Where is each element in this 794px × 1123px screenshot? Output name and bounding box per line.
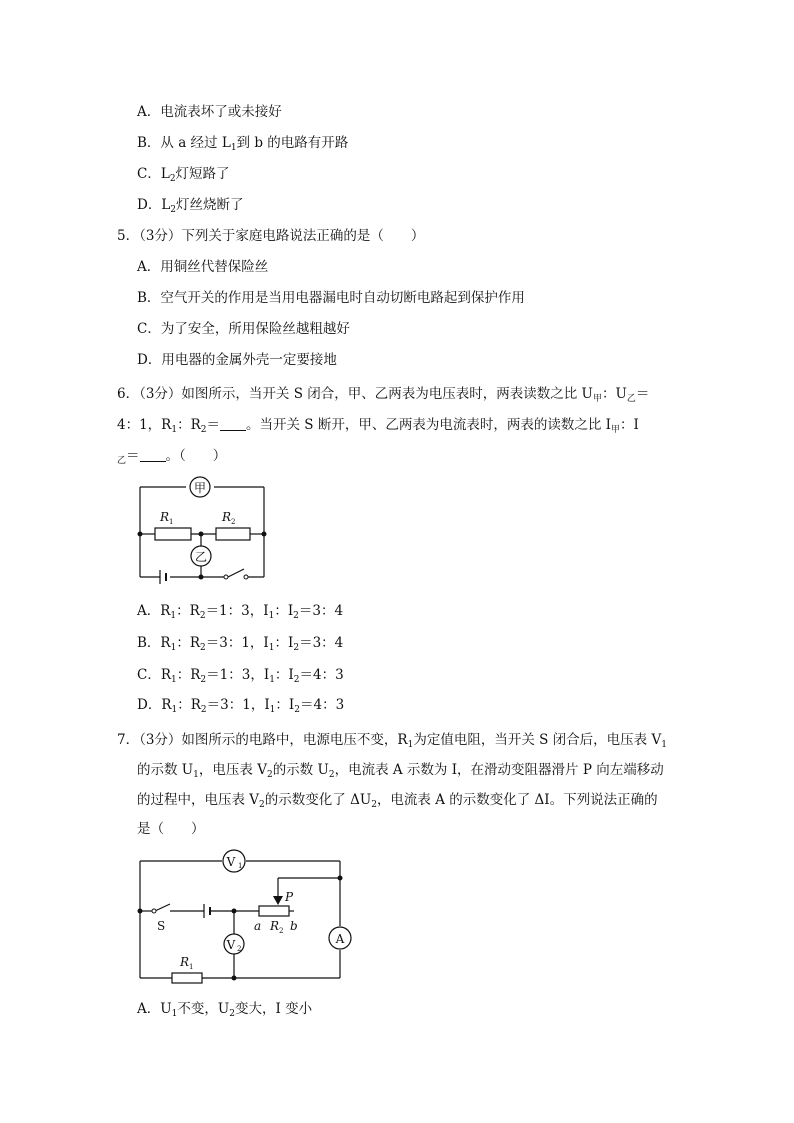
r1-label: R <box>180 955 190 969</box>
r1-subscript: 1 <box>169 518 174 526</box>
v2-label: V <box>226 938 236 952</box>
q5-stem: 5．（3分）下列关于家庭电路说法正确的是（ ） <box>117 228 425 244</box>
q7-stem-line3: 的过程中，电压表 $V_2$的示数变化了 $\Delta U_2$，电流表 A 的示数变化了 ΔI。下列说法正确的 <box>137 792 658 810</box>
q7-stem-line4: 是（ ） <box>137 821 205 837</box>
answer-blank <box>220 418 246 431</box>
r1-subscript: 1 <box>189 963 194 971</box>
q6-circuit-diagram <box>130 472 280 592</box>
r2-subscript: 2 <box>279 927 284 935</box>
answer-blank <box>140 449 166 462</box>
meter-yi-label: 乙 <box>194 550 208 564</box>
q4-option-b: B．从 a 经过 $L_1$到 b 的电路有开路 <box>137 135 349 153</box>
q6-stem-line2: 4：1，$R_1$：$R_2=$ 。当开关 S 断开，甲、乙两表为电流表时，两表的读数之比 $I_甲$：I <box>117 417 639 435</box>
q6-stem-line3: $_乙$＝ 。（ ） <box>117 448 227 466</box>
q7-stem-line1: 7．（3分）如图所示的电路中，电源电压不变，$R_1$为定值电阻，当开关 S 闭合后，电压表 $V_1$ <box>117 732 667 750</box>
q6-option-b: B．$R_1$：$R_2=3$：1，$I_1$：$I_2=3$：4 <box>137 635 344 653</box>
v1-subscript: 1 <box>238 862 243 870</box>
q4-option-c: C．$L_2$灯短路了 <box>137 166 230 184</box>
r1-label: R <box>160 510 170 524</box>
q5-option-b: B．空气开关的作用是当用电器漏电时自动切断电路起到保护作用 <box>137 290 525 306</box>
switch-label: S <box>157 919 166 933</box>
q7-circuit-diagram <box>130 848 360 984</box>
q4-option-a: A．电流表坏了或未接好 <box>137 104 282 120</box>
q5-option-c: C．为了安全，所用保险丝越粗越好 <box>137 321 350 337</box>
q6-option-a: A．$R_1$：$R_2=1$：3，$I_1$：$I_2=3$：4 <box>137 603 344 621</box>
terminal-b-label: b <box>290 919 298 933</box>
q7-stem-line2: 的示数 $U_1$，电压表 $V_2$的示数 $U_2$，电流表 A 示数为 I，在滑动变阻器滑片 P 向左端移动 <box>137 762 664 780</box>
slider-p-label: P <box>285 890 294 904</box>
q4-option-d: D．$L_2$灯丝烧断了 <box>137 197 244 215</box>
ammeter-label: A <box>335 932 345 946</box>
q6-option-c: C．$R_1$：$R_2=1$：3，$I_1$：$I_2=4$：3 <box>137 667 344 685</box>
q7-option-a: A．$U_1$不变，$U_2$变大，I 变小 <box>137 1001 313 1019</box>
r2-subscript: 2 <box>231 518 236 526</box>
q6-stem-line1: 6．（3分）如图所示，当开关 S 闭合，甲、乙两表为电压表时，两表读数之比 $U_甲$：$U_乙=$ <box>117 386 650 404</box>
v1-label: V <box>226 855 236 869</box>
meter-jia-label: 甲 <box>193 481 207 495</box>
q5-option-a: A．用铜丝代替保险丝 <box>137 259 269 275</box>
q6-option-d: D．$R_1$：$R_2=3$：1，$I_1$：$I_2=4$：3 <box>137 697 345 715</box>
terminal-a-label: a <box>254 919 262 933</box>
q5-option-d: D．用电器的金属外壳一定要接地 <box>137 352 337 368</box>
slider-arrow-icon <box>273 896 283 905</box>
r2-label: R <box>222 510 232 524</box>
r2-label: R <box>270 919 280 933</box>
v2-subscript: 2 <box>237 945 242 953</box>
